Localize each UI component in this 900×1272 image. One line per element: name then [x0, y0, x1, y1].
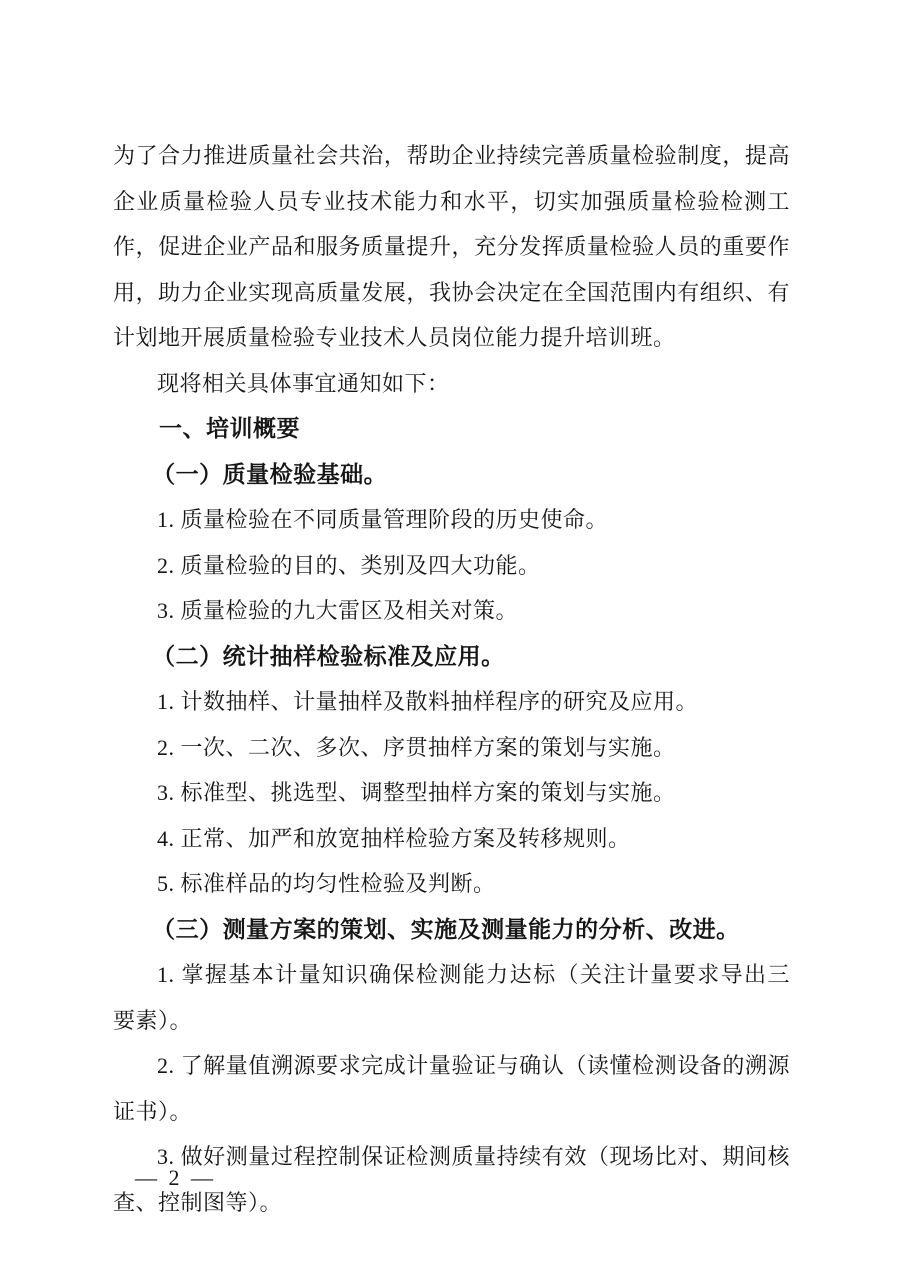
document-body — [113, 133, 790, 1225]
list-item-line: 2. 了解量值溯源要求完成计量验证与确认（读懂检测设备的溯源 — [157, 1053, 790, 1078]
subsection-heading-3: （三）测量方案的策划、实施及测量能力的分析、改进。 — [152, 916, 740, 942]
paragraph-line: 计划地开展质量检验专业技术人员岗位能力提升培训班。 — [113, 325, 676, 350]
list-item-line: 3. 做好测量过程控制保证检测质量持续有效（现场比对、期间核 — [157, 1144, 790, 1169]
list-item: 3. 质量检验的九大雷区及相关对策。 — [157, 598, 519, 623]
notice-line: 现将相关具体事宜通知如下： — [157, 370, 450, 396]
list-item-continuation: 证书）。 — [113, 1098, 193, 1124]
subsection-heading-1: （一）质量检验基础。 — [152, 461, 388, 487]
paragraph-line: 企业质量检验人员专业技术能力和水平，切实加强质量检验检测工 — [113, 188, 790, 214]
list-item: 2. 一次、二次、多次、序贯抽样方案的策划与实施。 — [157, 734, 676, 760]
list-item: 4. 正常、加严和放宽抽样检验方案及转移规则。 — [157, 825, 631, 851]
list-item-line: 1. 掌握基本计量知识确保检测能力达标（关注计量要求导出三 — [157, 962, 790, 987]
list-item: 5. 标准样品的均匀性检验及判断。 — [157, 871, 496, 896]
paragraph-line: 用，助力企业实现高质量发展，我协会决定在全国范围内有组织、有 — [113, 279, 790, 305]
list-item: 3. 标准型、挑选型、调整型抽样方案的策划与实施。 — [157, 780, 676, 805]
main-heading: 一、培训概要 — [159, 415, 300, 441]
list-item-continuation: 要素）。 — [113, 1007, 193, 1033]
list-item: 1. 质量检验在不同质量管理阶段的历史使命。 — [157, 507, 609, 532]
paragraph-line: 作，促进企业产品和服务质量提升，充分发挥质量检验人员的重要作 — [113, 234, 790, 259]
subsection-heading-2: （二）统计抽样检验标准及应用。 — [152, 643, 505, 669]
paragraph-line: 为了合力推进质量社会共治，帮助企业持续完善质量检验制度，提高 — [113, 143, 790, 168]
page-number: — 2 — — [135, 1165, 216, 1190]
list-item: 2. 质量检验的目的、类别及四大功能。 — [157, 552, 541, 578]
list-item-continuation: 查、控制图等）。 — [113, 1189, 283, 1215]
list-item: 1. 计数抽样、计量抽样及散料抽样程序的研究及应用。 — [157, 689, 699, 714]
